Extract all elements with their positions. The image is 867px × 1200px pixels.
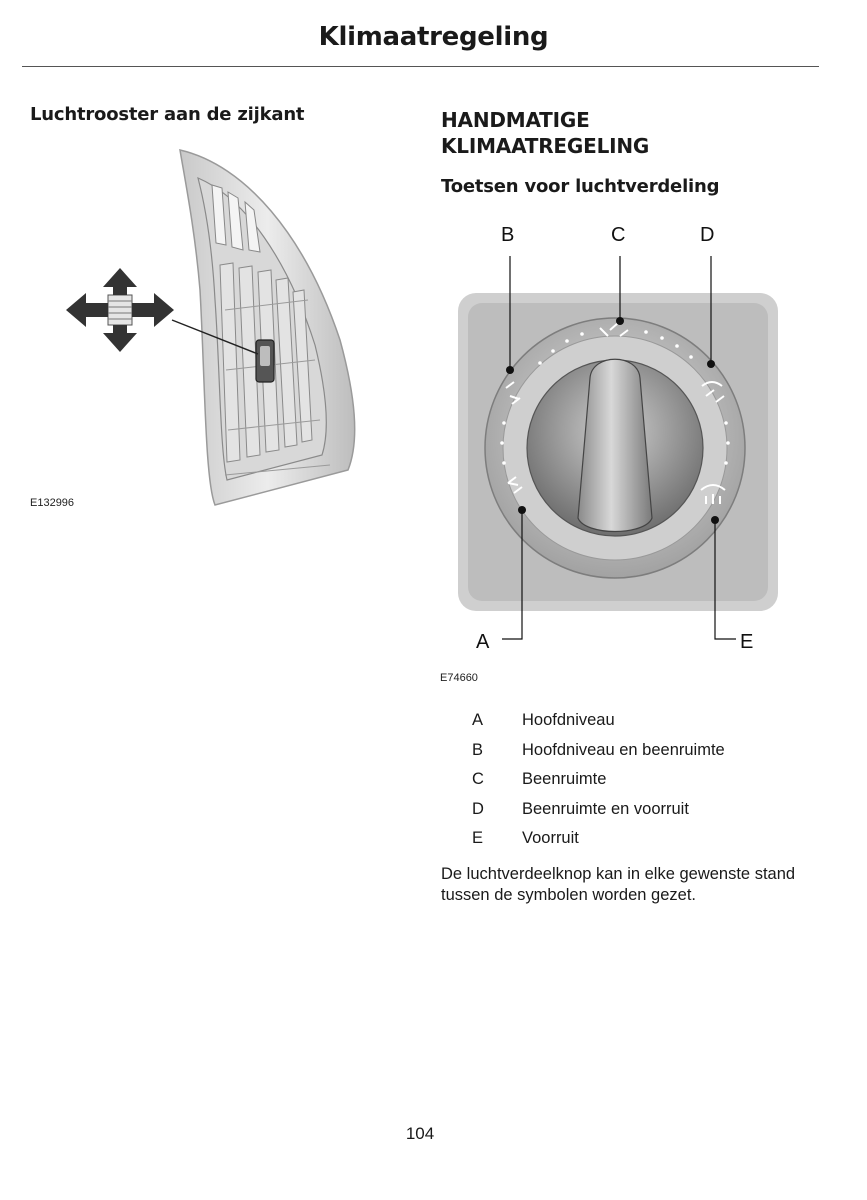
legend-label: Hoofdniveau: [522, 711, 615, 730]
air-distribution-dial-illustration: [440, 218, 800, 658]
legend-label: Hoofdniveau en beenruimte: [522, 740, 725, 759]
vent-adjuster-highlight: [260, 346, 270, 366]
legend-label: Beenruimte: [522, 770, 607, 789]
side-vent-figure: [30, 140, 370, 525]
air-distribution-legend: [472, 706, 725, 854]
air-distribution-figure-code: E74660: [440, 672, 478, 684]
callout-a: A: [476, 631, 490, 653]
manual-climate-heading-line1: HANDMATIGE: [441, 108, 590, 132]
legend-key: B: [472, 740, 484, 759]
manual-climate-heading-line2: KLIMAATREGELING: [441, 134, 650, 158]
legend-row: [472, 824, 725, 854]
legend-row: [472, 736, 725, 766]
manual-climate-heading: [441, 107, 821, 159]
callout-e: E: [740, 631, 754, 653]
legend-key: E: [472, 829, 484, 848]
callout-d: D: [700, 224, 715, 246]
legend-label: Voorruit: [522, 829, 579, 848]
legend-label: Beenruimte en voorruit: [522, 799, 689, 818]
side-vent-heading: Luchtrooster aan de zijkant: [30, 104, 305, 125]
air-distribution-subheading: Toetsen voor luchtverdeling: [441, 176, 720, 197]
header-rule: [22, 66, 819, 67]
legend-key: C: [472, 770, 484, 789]
legend-key: D: [472, 799, 484, 818]
page-title: Klimaatregeling: [318, 22, 549, 52]
legend-key: A: [472, 711, 484, 730]
legend-row: [472, 765, 725, 795]
side-vent-figure-code: E132996: [30, 497, 75, 509]
description-paragraph: De luchtverdeelknop kan in elke gewenste stand tussen de symbolen worden gezet.: [441, 865, 796, 904]
distribution-knob-grip[interactable]: [578, 359, 652, 531]
callout-c: C: [611, 224, 626, 246]
side-vent-illustration: [30, 140, 370, 520]
air-distribution-figure: [440, 218, 800, 663]
legend-row: [472, 706, 725, 736]
legend-row: [472, 795, 725, 825]
page-number: 104: [405, 1124, 435, 1143]
callout-b: B: [501, 224, 515, 246]
four-way-arrows-icon: [66, 268, 174, 352]
